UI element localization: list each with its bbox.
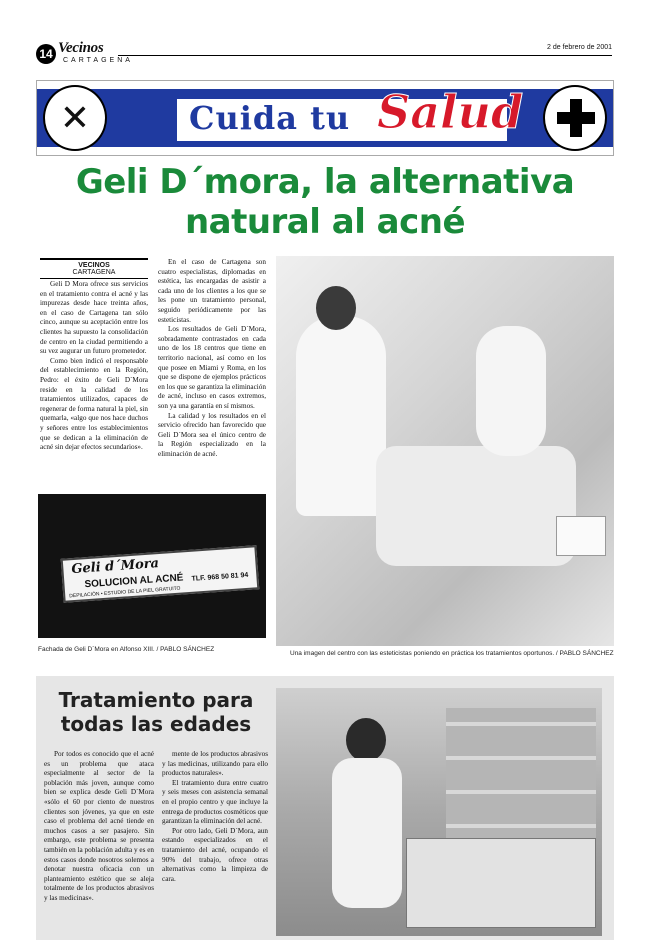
photo-bed [376,446,576,566]
main-photo-caption: Una imagen del centro con las esteticistas poniendo en práctica los tratamientos oportunos. / PABLO SÁNCHEZ [290,650,614,657]
paragraph: mente de los productos abrasivos y las medicinas, utilizando para ello productos naturales». [162,750,268,778]
paragraph: En el caso de Cartagena son cuatro especialistas, diplomadas en estética, las encargadas de asistir a cada uno de los clientes a los que se les pone un tratamiento personal, seguido periódicamente por las esteticistas. [158,258,266,324]
sidebar-title-line-2: todas las edades [60,712,252,736]
headline-line-2: natural al acné [184,202,466,242]
photo-figure-2 [476,326,546,456]
figure-icon: ✕ [43,85,107,151]
sign-name: Geli d´Mora [70,556,160,578]
photo-head [346,718,386,762]
paragraph: Los resultados de Geli D´Mora, sobradamente contrastados en cada uno de los 18 centros que tiene en territorio nacional, así como en los que posee en Miami y Roma, en los que se dispone de ejemplos prácticos en los que se garantiza la eliminación de acné, incluso en casos extremos, son ya una garantía en sí mismos. [158,325,266,410]
article-column-1 [40,280,148,453]
paragraph: Por todos es conocido que el acné es un problema que ataca especialmente al sector de la población más joven, aunque como bien se explica desde Geli D´Mora «sólo el 60 por ciento de nuestros clientes son jóvenes, ya que en este caso el problema del acné tiende en muchos casos a ser pasajero. Sin embargo, este problema se presenta también en la población adulta y es en estos casos donde nosotros solemos a denotar nuestra oficacia con un planteamiento estético que se aleja totalmente de los productos abrasivos y las medicinas». [44,750,154,902]
sign-slogan: SOLUCION AL ACNÉ [84,572,184,591]
banner-cuida-text: Cuida tu [189,99,351,137]
header-rule [118,55,612,56]
sidebar-column-2 [162,750,268,884]
photo-device [556,516,606,556]
paragraph: Como bien indicó el responsable del establecimiento en la Región, Pedro: el éxito de Geli D´Mora reside en la calidad de los tratamientos utilizados, capaces de regenerar de forma natural la piel, sin quemarla, «algo que nos hace duchos y señores entre los establecimientos que se dedican a la eliminación de acné sin dejar efectos secundarios». [40,356,148,452]
sign-phone: TLF. 968 50 81 94 [191,571,249,583]
newspaper-logo-sub: CARTAGENA [63,57,133,64]
newspaper-logo: Vecinos [58,40,104,56]
byline-place: CARTAGENA [40,269,148,279]
sidebar-column-1 [44,750,154,904]
banner-salud-text: Salud [377,85,524,139]
article-headline [40,162,610,242]
photo-head [316,286,356,330]
paragraph: La calidad y los resultados en el servicio ofrecido han favorecido que Geli D´Mora sea el único centro de la Región especializado en la eliminación de acné. [158,411,266,458]
medical-cross-icon [543,85,607,151]
page-number: 14 [36,44,56,64]
article-column-2 [158,258,266,459]
paragraph: Por otro lado, Geli D´Mora, aun estando especializados en el tratamiento del acné, ocupando el 90% del trabajo, ofrece otras alternativas como la limpieza de cara. [162,826,268,883]
paragraph: El tratamiento dura entre cuatro y seis meses con asistencia semanal en el propio centro y que incluye la entrega de productos cosméticos que garantizan la eliminación del acné. [162,778,268,826]
photo-figure [296,316,386,516]
sign-strip: DEPILACIÓN • ESTUDIO DE LA PIEL GRATUITO [69,585,181,600]
photo-shelves [446,708,596,858]
section-banner [36,80,614,156]
paragraph: Geli D Mora ofrece sus servicios en el tratamiento contra el acné y las impurezas desde hace treinta años, en el caso de Cartagena tan sólo cinco, aunque su aceptación entre los clientes ha supuesto la consolidación de centro en la ciudad permitiendo a su vez augurar un futuro prometedor. [40,280,148,356]
headline-line-1: Geli D´mora, la alternativa [75,162,575,202]
byline-name: VECINOS [78,262,110,269]
issue-date: 2 de febrero de 2001 [547,44,612,51]
photo-figure [332,758,402,908]
shop-interior-photo [276,688,602,936]
byline [40,258,148,279]
facade-caption: Fachada de Geli D´Mora en Alfonso XIII. / PABLO SÁNCHEZ [38,646,215,653]
main-photo [276,256,614,646]
sidebar-title [44,688,268,736]
photo-counter [406,838,596,928]
sidebar-title-line-1: Tratamiento para [58,688,254,712]
